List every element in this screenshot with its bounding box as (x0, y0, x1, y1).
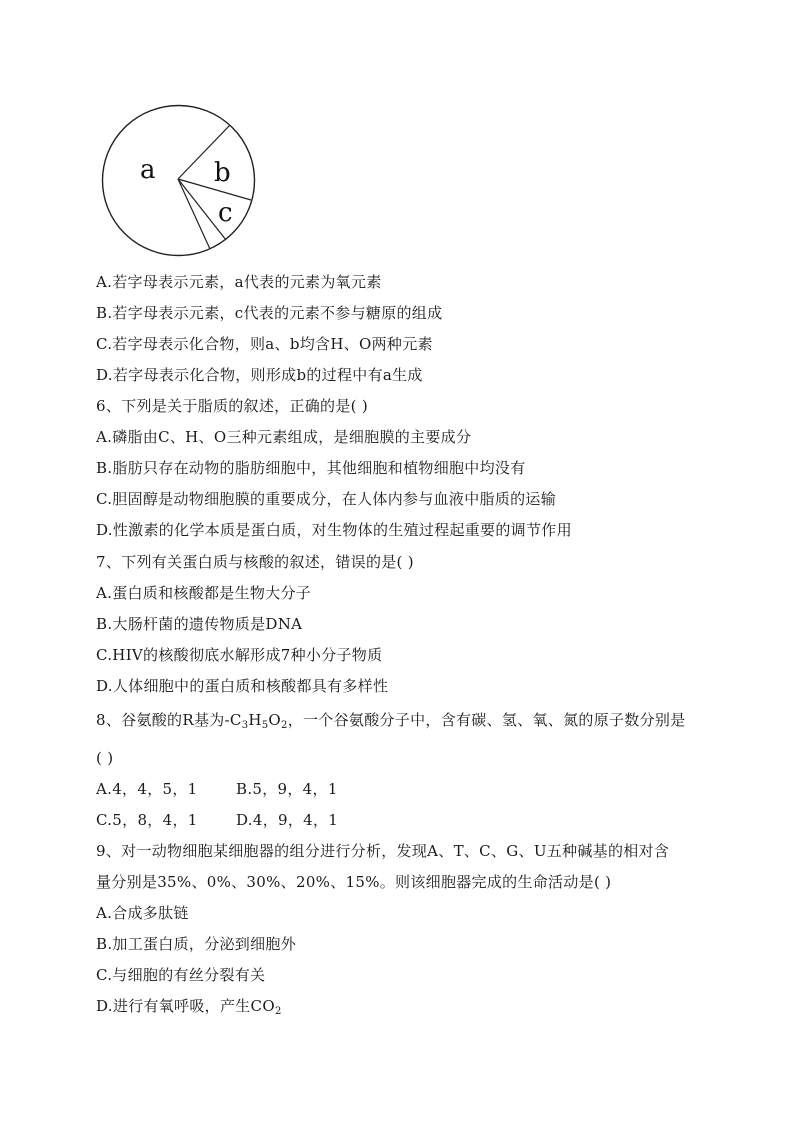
q6-option-c: C.胆固醇是动物细胞膜的重要成分，在人体内参与血液中脂质的运输 (96, 490, 557, 508)
q8-stem (96, 710, 686, 730)
q7-option-d: D.人体细胞中的蛋白质和核酸都具有多样性 (96, 677, 389, 695)
pie-label-b: b (214, 158, 231, 188)
q9-stem-line1: 9、对一动物细胞某细胞器的组分进行分析，发现A、T、C、G、U五种碱基的相对含 (96, 842, 670, 860)
q7-option-b: B.大肠杆菌的遗传物质是DNA (96, 615, 303, 633)
q5-option-b: B.若字母表示元素，c代表的元素不参与糖原的组成 (96, 304, 443, 322)
q8-stem-before: 8、谷氨酸的R基为-C (96, 711, 242, 729)
q9-option-c: C.与细胞的有丝分裂有关 (96, 966, 266, 984)
q8-options-row2 (96, 810, 338, 830)
q5-option-c: C.若字母表示化合物，则a、b均含H、O两种元素 (96, 335, 433, 353)
q8-blank: ( ) (96, 749, 114, 767)
q9-option-a: A.合成多肽链 (96, 904, 189, 922)
q6-stem: 6、下列是关于脂质的叙述，正确的是( ) (96, 397, 369, 415)
q8-option-d: D.4，9，4，1 (236, 811, 339, 829)
q9-option-d-sub: 2 (274, 1006, 282, 1017)
q7-stem: 7、下列有关蛋白质与核酸的叙述，错误的是( ) (96, 553, 414, 571)
pie-label-a: a (140, 155, 156, 185)
q9-stem-line2: 量分别是35%、0%、30%、20%、15%。则该细胞器完成的生命活动是( ) (96, 873, 612, 891)
q5-option-d: D.若字母表示化合物，则形成b的过程中有a生成 (96, 366, 423, 384)
q8-options-row1 (96, 779, 338, 799)
q6-option-b: B.脂肪只存在动物的脂肪细胞中，其他细胞和植物细胞中均没有 (96, 459, 526, 477)
q7-option-a: A.蛋白质和核酸都是生物大分子 (96, 584, 312, 602)
q6-option-d: D.性激素的化学本质是蛋白质，对生物体的生殖过程起重要的调节作用 (96, 521, 572, 539)
q8-option-b: B.5，9，4，1 (236, 780, 338, 798)
q8-option-a: A.4，4，5，1 (96, 780, 198, 798)
q8-option-c: C.5，8，4，1 (96, 811, 198, 829)
q8-sub-oxygen: 2 (281, 720, 288, 731)
q8-sub-hydrogen: 5 (261, 720, 269, 731)
pie-diagram (100, 102, 260, 260)
q9-option-d-text: D.进行有氧呼吸，产生CO (96, 997, 275, 1015)
q8-stem-o: O (268, 711, 282, 729)
q9-option-d (96, 996, 282, 1016)
pie-diagram-svg (100, 102, 260, 260)
q9-option-b: B.加工蛋白质，分泌到细胞外 (96, 935, 296, 953)
pie-label-c: c (218, 198, 233, 228)
q8-sub-carbon: 3 (241, 720, 249, 731)
q5-option-a: A.若字母表示元素，a代表的元素为氧元素 (96, 273, 382, 291)
q8-stem-after: ，一个谷氨酸分子中，含有碳、氢、氧、氮的原子数分别是 (287, 711, 686, 729)
q7-option-c: C.HIV的核酸彻底水解形成7种小分子物质 (96, 646, 383, 664)
q8-stem-h: H (248, 711, 262, 729)
q6-option-a: A.磷脂由C、H、O三种元素组成，是细胞膜的主要成分 (96, 428, 472, 446)
